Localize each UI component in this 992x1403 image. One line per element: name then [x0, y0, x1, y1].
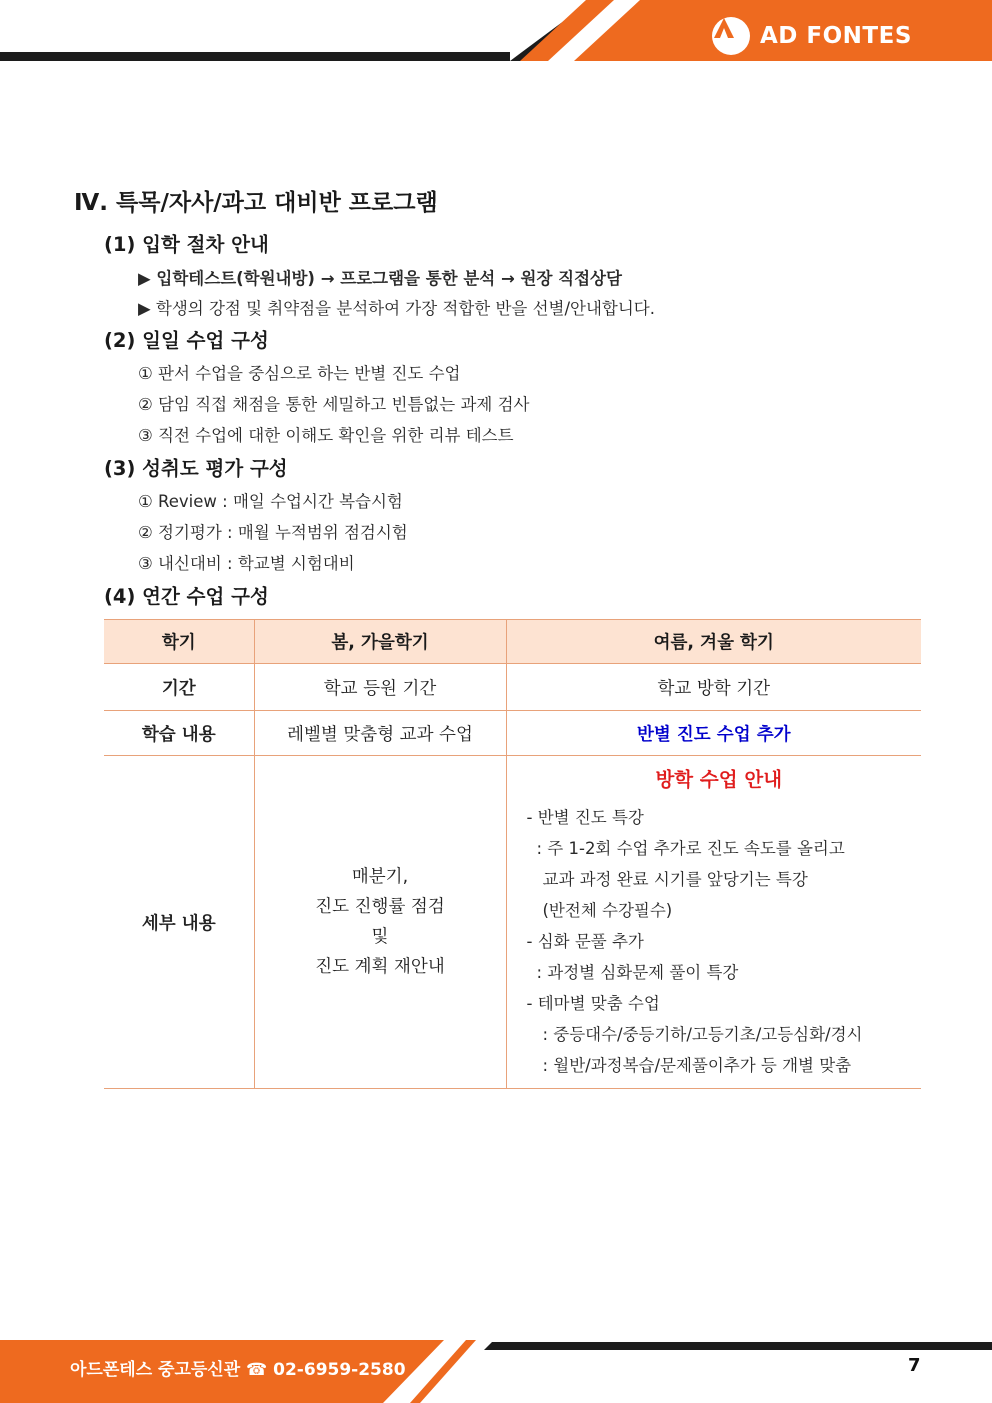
period-spring-fall: 학교 등원 기간	[254, 664, 506, 711]
footer-contact: 아드폰테스 중고등신관 ☎ 02-6959-2580	[70, 1360, 406, 1380]
detail-line: - 반별 진도 특강	[526, 807, 644, 827]
daily-heading: (2) 일일 수업 구성	[104, 329, 269, 352]
header-spring-fall: 봄, 가을학기	[254, 620, 506, 664]
header-semester: 학기	[104, 620, 254, 664]
content-spring-fall: 레벨별 맞춤형 교과 수업	[254, 711, 506, 756]
daily-line-2: ② 담임 직접 채점을 통한 세밀하고 빈틈없는 과제 검사	[138, 395, 530, 414]
daily-line-1: ① 판서 수업을 중심으로 하는 반별 진도 수업	[138, 364, 461, 383]
details-spring-fall-line: 및	[371, 927, 389, 947]
detail-line: : 중등대수/중등기하/고등기초/고등심화/경시	[542, 1024, 863, 1044]
brand-logo	[712, 16, 912, 56]
daily-line-3: ③ 직전 수업에 대한 이해도 확인을 위한 리뷰 테스트	[138, 426, 514, 445]
section-title: Ⅳ. 특목/자사/과고 대비반 프로그램	[74, 190, 438, 216]
table-row	[104, 711, 921, 756]
detail-line: : 주 1-2회 수업 추가로 진도 속도를 올리고	[536, 838, 845, 858]
admission-heading: (1) 입학 절차 안내	[104, 233, 269, 256]
details-spring-fall	[254, 756, 506, 1089]
brand-name: AD FONTES	[760, 23, 912, 49]
admission-line-1: ▶ 입학테스트(학원내방) → 프로그램을 통한 분석 → 원장 직접상담	[138, 269, 622, 288]
row-label-period: 기간	[104, 664, 254, 711]
period-summer-winter: 학교 방학 기간	[506, 664, 921, 711]
row-label-content: 학습 내용	[104, 711, 254, 756]
page-number: 7	[908, 1355, 921, 1376]
table-row	[104, 664, 921, 711]
evaluation-heading: (3) 성취도 평가 구성	[104, 457, 288, 480]
detail-line: 교과 과정 완료 시기를 앞당기는 특강	[542, 869, 808, 889]
detail-line: - 테마별 맞춤 수업	[526, 993, 660, 1013]
page-header	[0, 0, 992, 62]
row-label-details: 세부 내용	[104, 756, 254, 1089]
detail-line: (반전체 수강필수)	[542, 900, 673, 920]
details-summer-winter	[506, 756, 921, 1089]
content-summer-winter: 반별 진도 수업 추가	[506, 711, 921, 756]
evaluation-line-1: ① Review : 매일 수업시간 복습시험	[138, 492, 403, 511]
detail-line: : 과정별 심화문제 풀이 특강	[536, 962, 739, 982]
details-spring-fall-line: 매분기,	[351, 867, 409, 887]
annual-heading: (4) 연간 수업 구성	[104, 585, 269, 608]
details-spring-fall-line: 진도 계획 재안내	[315, 957, 445, 977]
evaluation-line-3: ③ 내신대비 : 학교별 시험대비	[138, 554, 355, 573]
table-row	[104, 756, 921, 1089]
vacation-class-title: 방학 수업 안내	[655, 767, 783, 791]
evaluation-line-2: ② 정기평가 : 매월 누적범위 점검시험	[138, 523, 408, 542]
detail-line: : 월반/과정복습/문제풀이추가 등 개별 맞춤	[542, 1055, 852, 1075]
details-spring-fall-line: 진도 진행률 점검	[315, 897, 445, 917]
logo-a-icon	[712, 17, 750, 55]
annual-plan-table	[104, 619, 921, 1089]
table-header-row	[104, 620, 921, 664]
admission-line-2: ▶ 학생의 강점 및 취약점을 분석하여 가장 적합한 반을 선별/안내합니다.	[138, 299, 655, 318]
header-summer-winter: 여름, 겨울 학기	[506, 620, 921, 664]
detail-line: - 심화 문풀 추가	[526, 931, 644, 951]
